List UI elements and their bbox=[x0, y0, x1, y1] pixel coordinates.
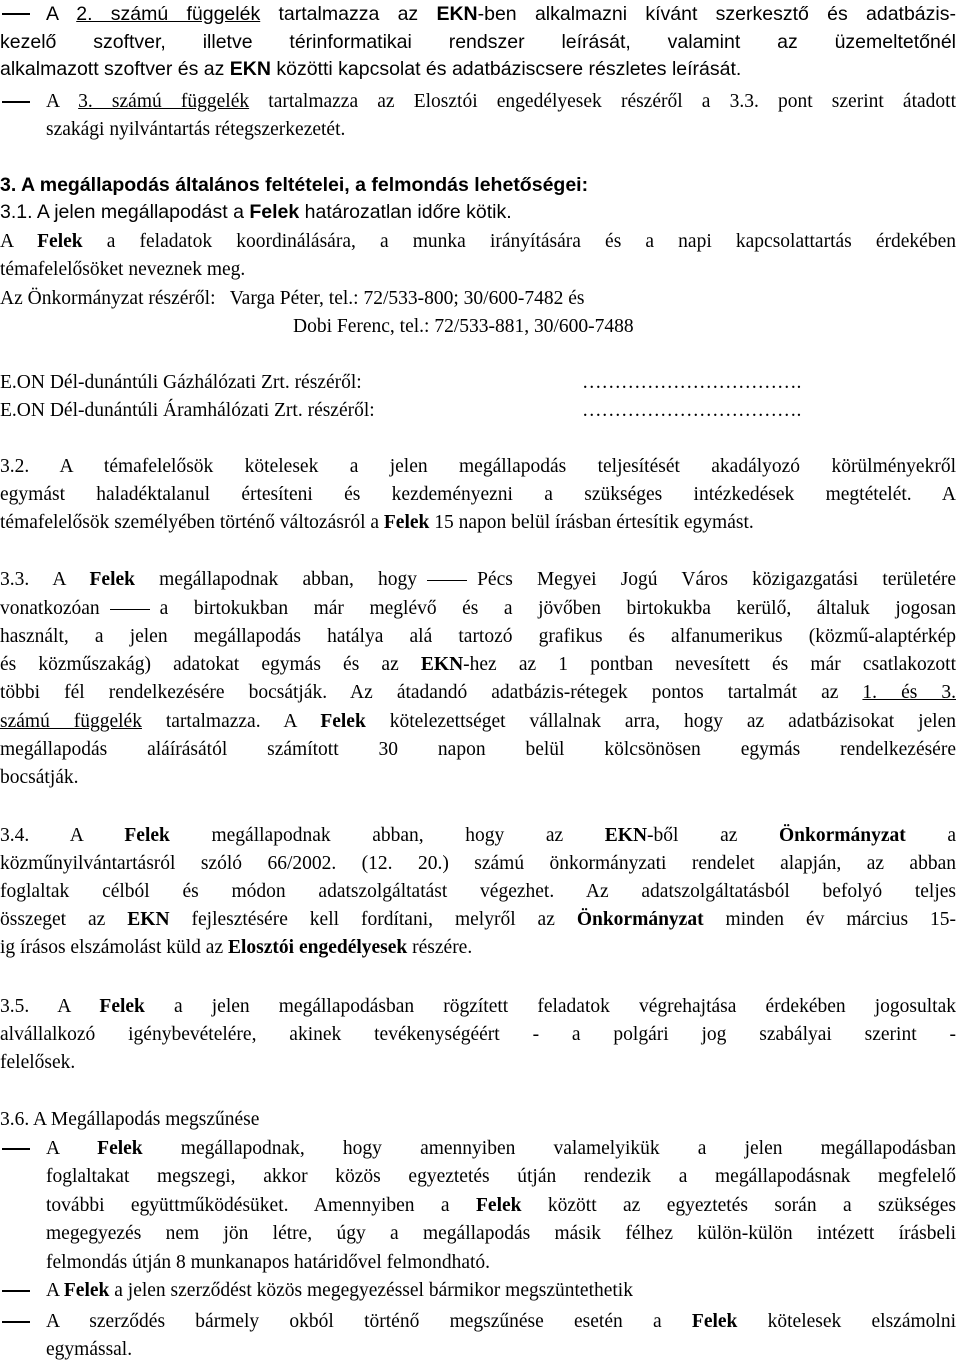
clause-3-4-line-5: ig írásos elszámolást küld az Elosztói engedélyesek részére. bbox=[0, 937, 473, 958]
link-appendix-2[interactable]: 2. számú függelék bbox=[76, 3, 261, 25]
em-dash bbox=[110, 609, 150, 611]
section-3-heading: 3. A megállapodás általános feltételei, a felmondás lehetőségei: bbox=[0, 174, 589, 196]
clause-3-1: 3.1. A jelen megállapodást a Felek határozatlan időre kötik. bbox=[0, 201, 512, 223]
clause-3-2-line-1: 3.2. A témafelelősök kötelesek a jelen megállapodás teljesítését akadályozó körülményekről bbox=[0, 456, 956, 477]
contact-municipality: Az Önkormányzat részéről: Varga Péter, tel.: 72/533-800; 30/600-7482 és bbox=[0, 288, 585, 309]
termination-bullet-3-line-1: A szerződés bármely okból történő megszűnése esetén a Felek kötelesek elszámolni bbox=[0, 1308, 956, 1336]
clause-3-2-line-3: témafelelősök személyében történő változásról a Felek 15 napon belül írásban értesítik egymást. bbox=[0, 512, 754, 533]
clause-3-3-line-6: számú függelék tartalmazza. A Felek kötelezettséget vállalnak arra, hogy az adatbázisokat jelen bbox=[0, 711, 956, 732]
clause-3-3-line-3: használt, a jelen megállapodás hatálya alá tartozó grafikus és alfanumerikus (közmű-alaptérkép bbox=[0, 626, 956, 647]
link-appendix-3[interactable]: 3. számú függelék bbox=[78, 91, 250, 112]
clause-3-3-line-8: bocsátják. bbox=[0, 767, 79, 788]
termination-bullet-1-line-4: megegyezés nem jön létre, úgy a megállapodás másik félhez külön-külön intézett írásbeli bbox=[46, 1223, 956, 1244]
termination-bullet-1-line-5: felmondás útján 8 munkanapos határidővel felmondható. bbox=[46, 1252, 491, 1273]
clause-3-3-line-1: 3.3. A Felek megállapodnak abban, hogy Pécs Megyei Jogú Város közigazgatási területére bbox=[0, 569, 956, 590]
contacts-intro-line-2: témafelelősöket neveznek meg. bbox=[0, 259, 246, 280]
bullet-appendix-2-line-2: kezelő szoftver, illetve térinformatikai rendszer leírását, valamint az üzemeltetőnél bbox=[0, 31, 956, 53]
clause-3-3-line-4: és közműszakág) adatokat egymás és az EKN-hez az 1 pontban nevesített és már csatlakozott bbox=[0, 654, 956, 675]
bullet-appendix-2-line-1: A 2. számú függelék tartalmazza az EKN-ben alkalmazni kívánt szerkesztő és adatbázis- bbox=[0, 0, 956, 28]
blank-signature-dots: ……………………………. bbox=[582, 400, 802, 421]
contact-municipality-2: Dobi Ferenc, tel.: 72/533-881, 30/600-7488 bbox=[293, 316, 634, 337]
dash-bullet bbox=[2, 13, 30, 15]
clause-3-4-line-1: 3.4. A Felek megállapodnak abban, hogy az EKN-ből az Önkormányzat a bbox=[0, 825, 956, 846]
termination-bullet-1-line-2: foglaltakat megszegi, akkor közös egyeztetés útján rendezik a megállapodásnak megfelelő bbox=[46, 1166, 956, 1187]
dash-bullet bbox=[2, 101, 30, 103]
link-appendix-1-3[interactable]: 1. és 3. bbox=[862, 682, 956, 703]
clause-3-2-line-2: egymást haladéktalanul értesíteni és kezdeményezni a szükséges intézkedések megtételét. A bbox=[0, 484, 956, 505]
bullet-appendix-3-line-2: szakági nyilvántartás rétegszerkezetét. bbox=[46, 119, 346, 140]
clause-3-5-line-3: felelősek. bbox=[0, 1052, 76, 1073]
clause-3-5-line-2: alvállalkozó igénybevételére, akinek tevékenységéért - a polgári jog szabályai szerint - bbox=[0, 1024, 956, 1045]
termination-bullet-3-line-2: egymással. bbox=[46, 1339, 133, 1360]
eon-gas-contact: E.ON Dél-dunántúli Gázhálózati Zrt. részéről: ……………………………. bbox=[0, 369, 960, 397]
clause-3-3-line-5: többi fél rendelkezésére bocsátják. Az átadandó adatbázis-rétegek pontos tartalmát az 1. és 3. bbox=[0, 682, 956, 703]
dash-bullet bbox=[2, 1148, 30, 1150]
clause-3-6-heading: 3.6. A Megállapodás megszűnése bbox=[0, 1109, 260, 1130]
bullet-appendix-2-line-3: alkalmazott szoftver és az EKN közötti kapcsolat és adatbáziscsere részletes leírását. bbox=[0, 58, 742, 80]
termination-bullet-1-line-1: A Felek megállapodnak, hogy amennyiben valamelyikük a jelen megállapodásban bbox=[0, 1135, 956, 1163]
em-dash bbox=[427, 580, 467, 582]
clause-3-3-line-7: megállapodás aláírásától számított 30 napon belül kölcsönösen egymás rendelkezésére bbox=[0, 739, 956, 760]
dash-bullet bbox=[2, 1321, 30, 1323]
termination-bullet-1-line-3: további együttműködésüket. Amennyiben a Felek között az egyeztetés során a szükséges bbox=[46, 1195, 956, 1216]
blank-signature-dots: ……………………………. bbox=[582, 372, 802, 393]
dash-bullet bbox=[2, 1290, 30, 1292]
link-appendix[interactable]: számú függelék bbox=[0, 711, 142, 732]
clause-3-4-line-4: összeget az EKN fejlesztésére kell fordítani, melyről az Önkormányzat minden év március 15- bbox=[0, 909, 956, 930]
clause-3-4-line-3: foglaltak célból és módon adatszolgáltatást végezhet. Az adatszolgáltatásból befolyó teljes bbox=[0, 881, 956, 902]
bullet-appendix-3-line-1: A 3. számú függelék tartalmazza az Elosztói engedélyesek részéről a 3.3. pont szerint átadott bbox=[0, 88, 956, 116]
eon-power-contact: E.ON Dél-dunántúli Áramhálózati Zrt. részéről: ……………………………. bbox=[0, 397, 960, 425]
contacts-intro-line-1: A Felek a feladatok koordinálására, a munka irányítására és a napi kapcsolattartás érdekében bbox=[0, 231, 956, 252]
clause-3-5-line-1: 3.5. A Felek a jelen megállapodásban rögzített feladatok végrehajtása érdekében jogosultak bbox=[0, 996, 956, 1017]
termination-bullet-2: A Felek a jelen szerződést közös megegyezéssel bármikor megszüntethetik bbox=[0, 1277, 960, 1305]
clause-3-4-line-2: közműnyilvántartásról szóló 66/2002. (12. 20.) számú önkormányzati rendelet alapján, az abban bbox=[0, 853, 956, 874]
clause-3-3-line-2: vonatkozóan a birtokukban már meglévő és a jövőben birtokukba kerülő, általuk jogosan bbox=[0, 598, 956, 619]
